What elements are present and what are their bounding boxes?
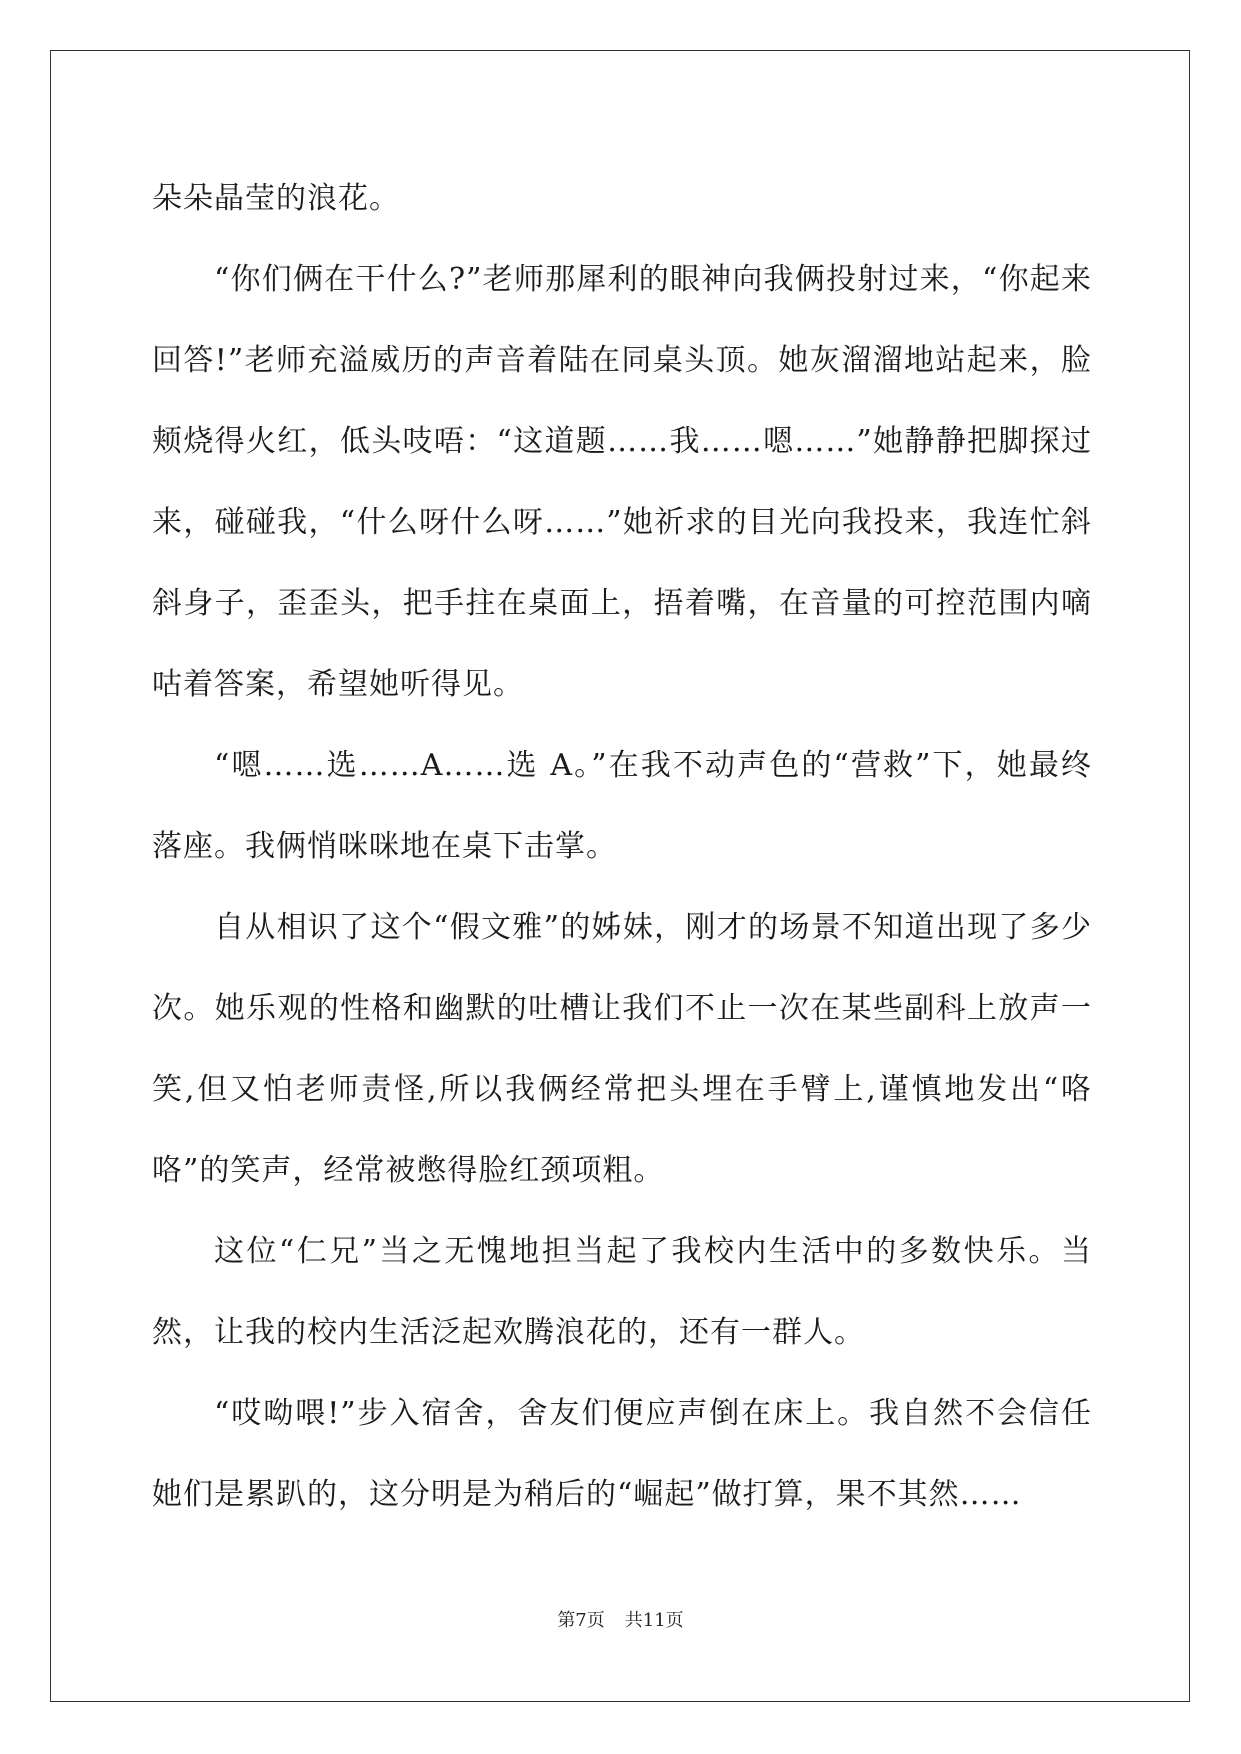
paragraph-6: “哎呦喂!”步入宿舍，舍友们便应声倒在床上。我自然不会信任她们是累趴的，这分明是为稍后的“崛起”做打算，果不其然……: [152, 1396, 1092, 1512]
page-total: 共11页: [624, 1610, 684, 1631]
paragraph-4: 自从相识了这个“假文雅”的姊妹，刚才的场景不知道出现了多少次。她乐观的性格和幽默的吐槽让我们不止一次在某些副科上放声一笑,但又怕老师责怪,所以我俩经常把头埋在手臂上,谨慎地发出“咯咯”的笑声，经常被憋得脸红颈项粗。: [152, 910, 1092, 1188]
paragraph-5: 这位“仁兄”当之无愧地担当起了我校内生活中的多数快乐。当然，让我的校内生活泛起欢腾浪花的，还有一群人。: [152, 1234, 1092, 1350]
paragraph-1: 朵朵晶莹的浪花。: [152, 181, 400, 216]
document-body: [152, 158, 1092, 1535]
paragraph-3: “嗯……选……A……选 A。”在我不动声色的“营救”下，她最终落座。我俩悄咪咪地在桌下击掌。: [152, 748, 1092, 864]
page-footer: [0, 1606, 1241, 1632]
paragraph-2: “你们俩在干什么?”老师那犀利的眼神向我俩投射过来，“你起来回答!”老师充溢威历的声音着陆在同桌头顶。她灰溜溜地站起来，脸颊烧得火红，低头吱唔：“这道题……我……嗯……”她静静把脚探过来，碰碰我，“什么呀什么呀……”她祈求的目光向我投来，我连忙斜斜身子，歪歪头，把手拄在桌面上，捂着嘴，在音量的可控范围内嘀咕着答案，希望她听得见。: [152, 262, 1092, 702]
page-number: 第7页: [557, 1610, 605, 1631]
